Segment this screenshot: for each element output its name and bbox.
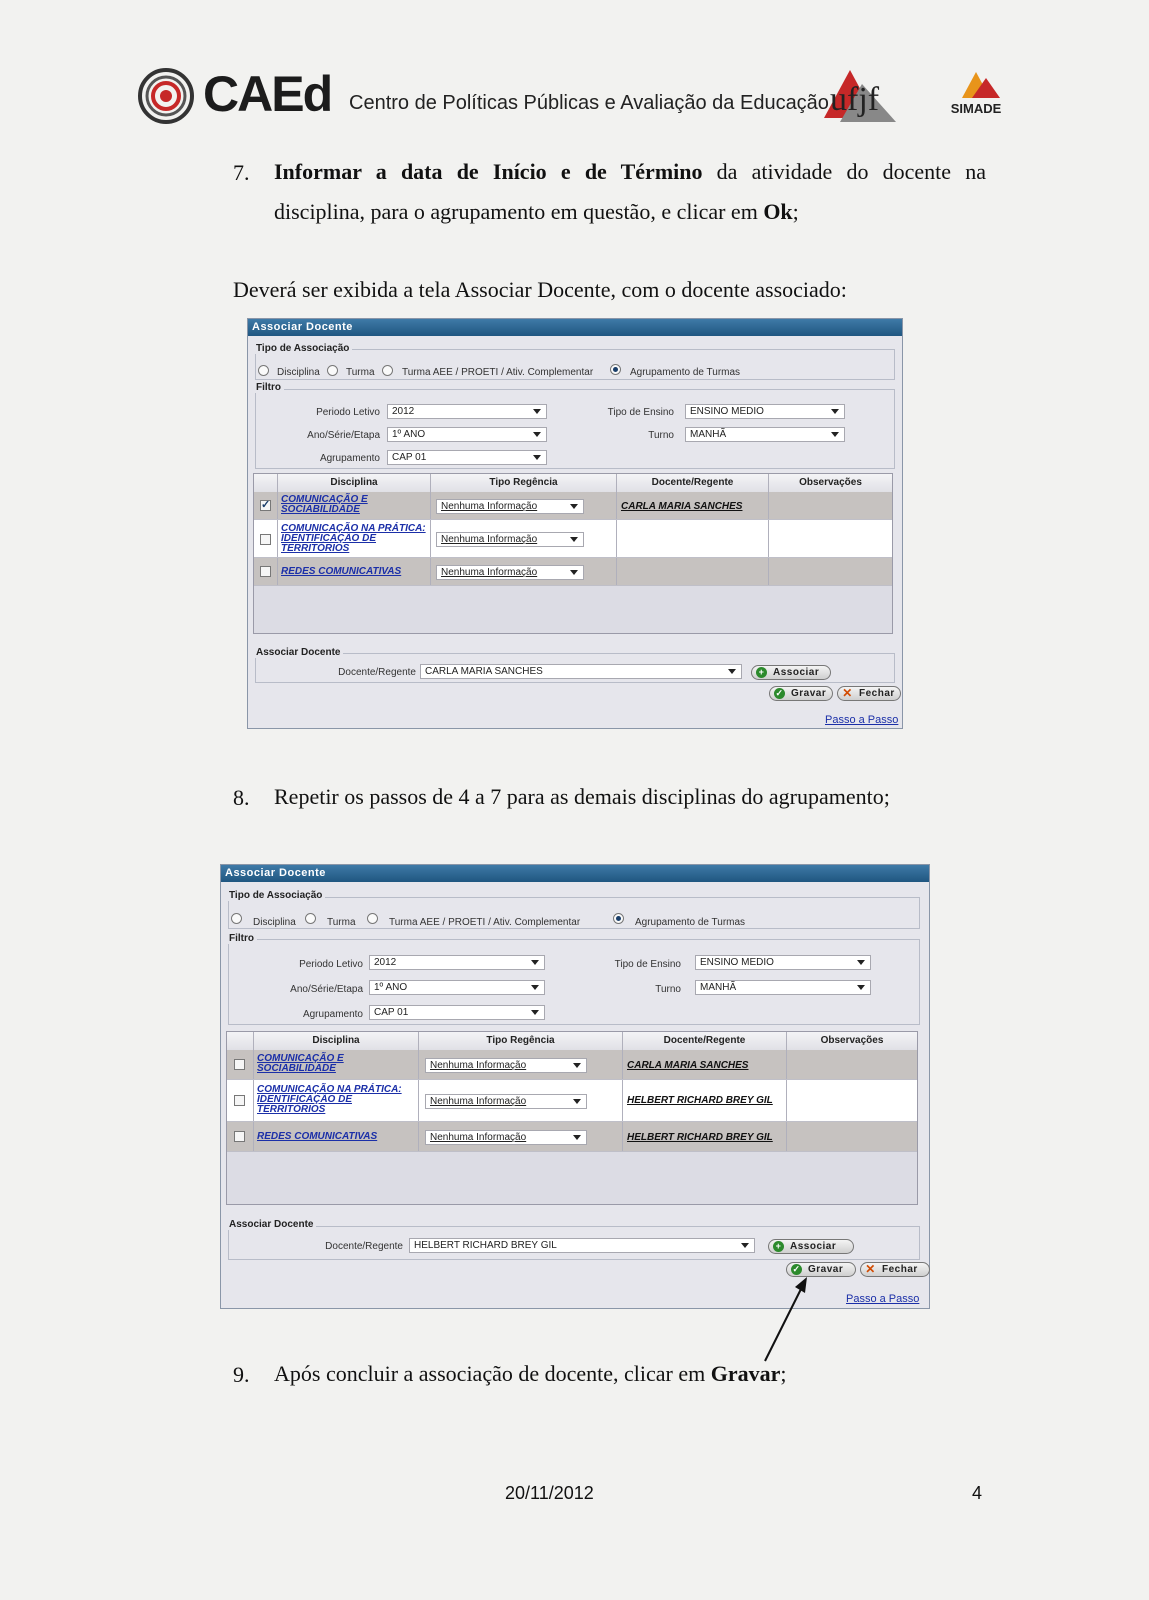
chevron-down-icon (570, 570, 578, 575)
row-checkbox[interactable] (260, 500, 271, 511)
table-row (227, 1050, 917, 1080)
ano-select[interactable]: 1º ANO (387, 427, 547, 442)
table-row (227, 1122, 917, 1152)
chevron-down-icon (531, 985, 539, 990)
periodo-label: Periodo Letivo (299, 959, 363, 970)
step8-text: Repetir os passos de 4 a 7 para as demais disciplinas do agrupamento; (274, 784, 890, 809)
close-icon: ✕ (865, 1262, 876, 1276)
radio-turma[interactable] (305, 913, 316, 924)
agrupamento-label: Agrupamento (319, 453, 380, 464)
agrupamento-select[interactable]: CAP 01 (369, 1005, 545, 1020)
row-checkbox[interactable] (234, 1131, 245, 1142)
table-row (254, 558, 892, 586)
radio-label: Turma AEE / PROETI / Ativ. Complementar (389, 917, 581, 928)
agrupamento-label: Agrupamento (302, 1009, 363, 1020)
page-number: 4 (972, 1483, 983, 1503)
radio-label: Disciplina (277, 367, 320, 378)
tipo-label: Tipo de Associação (226, 890, 325, 901)
radio-agrupamento[interactable] (610, 364, 621, 375)
intro-text: Deverá ser exibida a tela Associar Docente, com o docente associado: (233, 277, 847, 302)
chevron-down-icon (533, 432, 541, 437)
turno-select[interactable]: MANHÃ (695, 980, 871, 995)
chevron-down-icon (570, 537, 578, 542)
regencia-select[interactable]: Nenhuma Informação (436, 499, 584, 514)
turno-label: Turno (655, 984, 681, 995)
associar-docente-screen-1 (247, 318, 903, 729)
caed-wordmark: CAEd (203, 66, 332, 122)
chevron-down-icon (573, 1063, 581, 1068)
grid-header: Observações (769, 474, 892, 492)
step9-number: 9. (233, 1362, 250, 1387)
grid-header-check (227, 1032, 254, 1050)
disciplinas-grid (226, 1031, 918, 1205)
grid-header: Disciplina (278, 474, 431, 492)
disciplina-link[interactable]: COMUNICAÇÃO NA PRÁTICA: IDENTIFICAÇÃO DE TERRITÓRIOS (281, 523, 426, 554)
radio-label: Turma AEE / PROETI / Ativ. Complementar (402, 367, 594, 378)
simade-logo-text: SIMADE (950, 101, 1002, 116)
chevron-down-icon (531, 1010, 539, 1015)
chevron-down-icon (531, 960, 539, 965)
radio-label: Turma (346, 367, 375, 378)
gravar-button[interactable]: ✓ Gravar (769, 686, 833, 701)
check-icon: ✓ (775, 688, 784, 698)
ano-select[interactable]: 1º ANO (369, 980, 545, 995)
ufjf-logo-icon (822, 66, 902, 128)
chevron-down-icon (570, 504, 578, 509)
table-row (254, 520, 892, 558)
footer-date: 20/11/2012 (505, 1483, 594, 1503)
docente-value: CARLA MARIA SANCHES (627, 1060, 749, 1071)
disciplina-link[interactable]: REDES COMUNICATIVAS (257, 1131, 378, 1142)
row-checkbox[interactable] (234, 1059, 245, 1070)
window-title: Associar Docente (248, 319, 902, 336)
associar-label: Associar Docente (226, 1219, 316, 1230)
radio-turma-aee[interactable] (367, 913, 378, 924)
docente-regente-select[interactable]: HELBERT RICHARD BREY GIL (409, 1238, 755, 1253)
radio-turma-aee[interactable] (382, 365, 393, 376)
chevron-down-icon (533, 409, 541, 414)
turno-select[interactable]: MANHÃ (685, 427, 845, 442)
step9-text: Após concluir a associação de docente, clicar em Gravar; (274, 1361, 787, 1386)
ano-label: Ano/Série/Etapa (307, 430, 380, 441)
docente-regente-select[interactable]: CARLA MARIA SANCHES (420, 664, 742, 679)
radio-label: Agrupamento de Turmas (635, 917, 746, 928)
grid-header-check (254, 474, 278, 492)
tipo-label: Tipo de Associação (253, 343, 352, 354)
radio-label: Agrupamento de Turmas (630, 367, 741, 378)
ufjf-logo-text: ufjf (830, 81, 880, 118)
agrupamento-select[interactable]: CAP 01 (387, 450, 547, 465)
regencia-select[interactable]: Nenhuma Informação (425, 1058, 587, 1073)
periodo-select[interactable]: 2012 (369, 955, 545, 970)
turno-label: Turno (648, 430, 674, 441)
radio-disciplina[interactable] (231, 913, 242, 924)
tipo-ensino-label: Tipo de Ensino (607, 407, 674, 418)
chevron-down-icon (573, 1135, 581, 1140)
docente-value: HELBERT RICHARD BREY GIL (627, 1095, 773, 1106)
associar-button[interactable]: + Associar (751, 665, 831, 680)
ano-label: Ano/Série/Etapa (290, 984, 363, 995)
disciplina-link[interactable]: COMUNICAÇÃO E SOCIABILIDADE (257, 1053, 344, 1074)
grid-header: Docente/Regente (617, 474, 769, 492)
disciplina-link[interactable]: COMUNICAÇÃO NA PRÁTICA: IDENTIFICAÇÃO DE TERRITÓRIOS (257, 1084, 402, 1115)
regencia-select[interactable]: Nenhuma Informação (436, 565, 584, 580)
disciplina-link[interactable]: REDES COMUNICATIVAS (281, 566, 402, 577)
table-row (227, 1080, 917, 1122)
chevron-down-icon (728, 669, 736, 674)
close-icon: ✕ (842, 686, 853, 700)
chevron-down-icon (741, 1243, 749, 1248)
grid-header: Observações (787, 1032, 917, 1050)
chevron-down-icon (831, 432, 839, 437)
chevron-down-icon (533, 455, 541, 460)
regencia-select[interactable]: Nenhuma Informação (436, 532, 584, 547)
step8-number: 8. (233, 785, 250, 810)
step7-line2: disciplina, para o agrupamento em questão, e clicar em Ok; (274, 199, 799, 224)
passo-a-passo-link[interactable]: Passo a Passo (825, 714, 899, 726)
tipo-ensino-select[interactable]: ENSINO MEDIO (685, 404, 845, 419)
filtro-label: Filtro (253, 382, 284, 393)
disciplinas-grid (253, 473, 893, 634)
radio-turma[interactable] (327, 365, 338, 376)
row-checkbox[interactable] (260, 534, 271, 545)
periodo-select[interactable]: 2012 (387, 404, 547, 419)
plus-icon: + (756, 667, 767, 678)
associar-button[interactable]: + Associar (768, 1239, 854, 1254)
plus-icon: + (773, 1241, 784, 1252)
associar-label: Associar Docente (253, 647, 343, 658)
fechar-button[interactable]: ✕ Fechar (860, 1262, 930, 1277)
check-icon: ✓ (792, 1264, 801, 1274)
disciplina-link[interactable]: COMUNICAÇÃO E SOCIABILIDADE (281, 494, 368, 515)
row-checkbox[interactable] (260, 566, 271, 577)
tipo-ensino-select[interactable]: ENSINO MEDIO (695, 955, 871, 970)
grid-header: Disciplina (254, 1032, 419, 1050)
window-title: Associar Docente (221, 865, 929, 882)
chevron-down-icon (831, 409, 839, 414)
radio-label: Disciplina (253, 917, 296, 928)
passo-a-passo-link[interactable]: Passo a Passo (846, 1293, 920, 1305)
grid-header: Docente/Regente (623, 1032, 787, 1050)
arrow-pointer-icon (755, 1275, 815, 1365)
grid-header: Tipo Regência (419, 1032, 623, 1050)
associar-docente-screen-2 (220, 864, 930, 1309)
caed-logo-icon (138, 68, 194, 124)
caed-subtitle: Centro de Políticas Públicas e Avaliação da Educação (349, 92, 829, 114)
tipo-ensino-label: Tipo de Ensino (614, 959, 681, 970)
radio-agrupamento[interactable] (613, 913, 624, 924)
grid-header: Tipo Regência (431, 474, 617, 492)
regencia-select[interactable]: Nenhuma Informação (425, 1130, 587, 1145)
docente-value: CARLA MARIA SANCHES (621, 501, 743, 512)
regencia-select[interactable]: Nenhuma Informação (425, 1094, 587, 1109)
filtro-label: Filtro (226, 933, 257, 944)
row-checkbox[interactable] (234, 1095, 245, 1106)
docente-regente-label: Docente/Regente (338, 667, 416, 678)
radio-label: Turma (327, 917, 356, 928)
docente-value: HELBERT RICHARD BREY GIL (627, 1132, 773, 1143)
step7-number: 7. (233, 160, 250, 185)
fechar-button[interactable]: ✕ Fechar (837, 686, 901, 701)
chevron-down-icon (573, 1099, 581, 1104)
chevron-down-icon (857, 960, 865, 965)
table-row (254, 492, 892, 520)
docente-regente-label: Docente/Regente (325, 1241, 403, 1252)
gravar-button[interactable]: ✓ Gravar (786, 1262, 856, 1277)
radio-disciplina[interactable] (258, 365, 269, 376)
step7-line1: Informar a data de Início e de Término da atividade do docente na (274, 159, 986, 184)
periodo-label: Periodo Letivo (316, 407, 380, 418)
chevron-down-icon (857, 985, 865, 990)
